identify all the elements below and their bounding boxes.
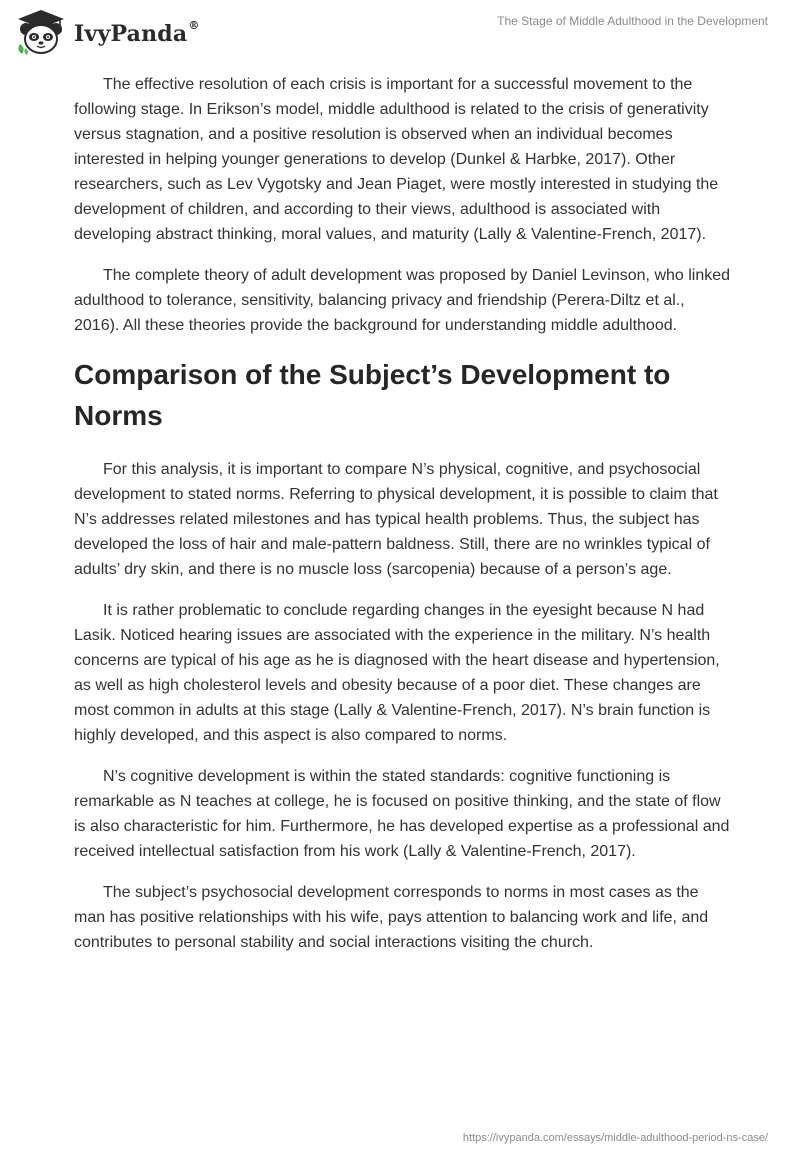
document-title: The Stage of Middle Adulthood in the Development: [497, 14, 768, 28]
brand-text: IvyPanda: [74, 21, 188, 47]
paragraph-psychosocial-development: The subject’s psychosocial development corresponds to norms in most cases as the man has positive relationships with his wife, pays attention to balancing work and life, and contributes to personal stability and social interactions visiting the church.: [74, 884, 709, 951]
essay-content: [74, 72, 734, 971]
paragraph-physical-development: For this analysis, it is important to compare N’s physical, cognitive, and psychosocial development to stated norms. Referring to physical development, it is possible to claim that N’s addresses related milestones and has typical health problems. Thus, the subject has developed the loss of hair and male-pattern baldness. Still, there are no wrinkles typical of adults’ dry skin, and there is no muscle loss (sarcopenia) because of a person’s age.: [74, 461, 718, 578]
brand-name: [74, 21, 200, 47]
paragraph-health-concerns: It is rather problematic to conclude regarding changes in the eyesight because N had Lasik. Noticed hearing issues are associated with the experience in the military. N’s health concerns are typical of his age as he is diagnosed with the heart disease and hypertension, as well as high cholesterol levels and obesity because of a poor diet. These changes are most common in adults at this stage (Lally & Valentine-French, 2017). N’s brain function is highly developed, and this aspect is also compared to norms.: [74, 602, 720, 744]
section-heading: Comparison of the Subject’s Development to Norms: [74, 359, 671, 431]
registered-mark: ®: [188, 19, 200, 32]
page-header: [0, 0, 800, 60]
source-url-link[interactable]: https://ivypanda.com/essays/middle-adulthood-period-ns-case/: [462, 1132, 768, 1144]
paragraph-cognitive-development: N’s cognitive development is within the stated standards: cognitive functioning is remarkable as N teaches at college, he is focused on positive thinking, and the state of flow is also characteristic for him. Furthermore, he has developed expertise as a professional and received intellectual satisfaction from his work (Lally & Valentine-French, 2017).: [74, 768, 730, 860]
paragraph-crisis-resolution: The effective resolution of each crisis is important for a successful movement to the following stage. In Erikson’s model, middle adulthood is related to the crisis of generativity versus stagnation, and a positive resolution is observed when an individual becomes interested in helping younger generations to develop (Dunkel & Harbke, 2017). Other researchers, such as Lev Vygotsky and Jean Piaget, were mostly interested in studying the development of children, and according to their views, adulthood is associated with developing abstract thinking, moral values, and maturity (Lally & Valentine-French, 2017).: [74, 76, 719, 243]
ivypanda-logo[interactable]: [14, 8, 200, 56]
paragraph-levinson-theory: The complete theory of adult development was proposed by Daniel Levinson, who linked adulthood to tolerance, sensitivity, balancing privacy and friendship (Perera-Diltz et al., 2016). All these theories provide the background for understanding middle adulthood.: [74, 267, 731, 334]
panda-graduate-icon: [14, 8, 68, 56]
